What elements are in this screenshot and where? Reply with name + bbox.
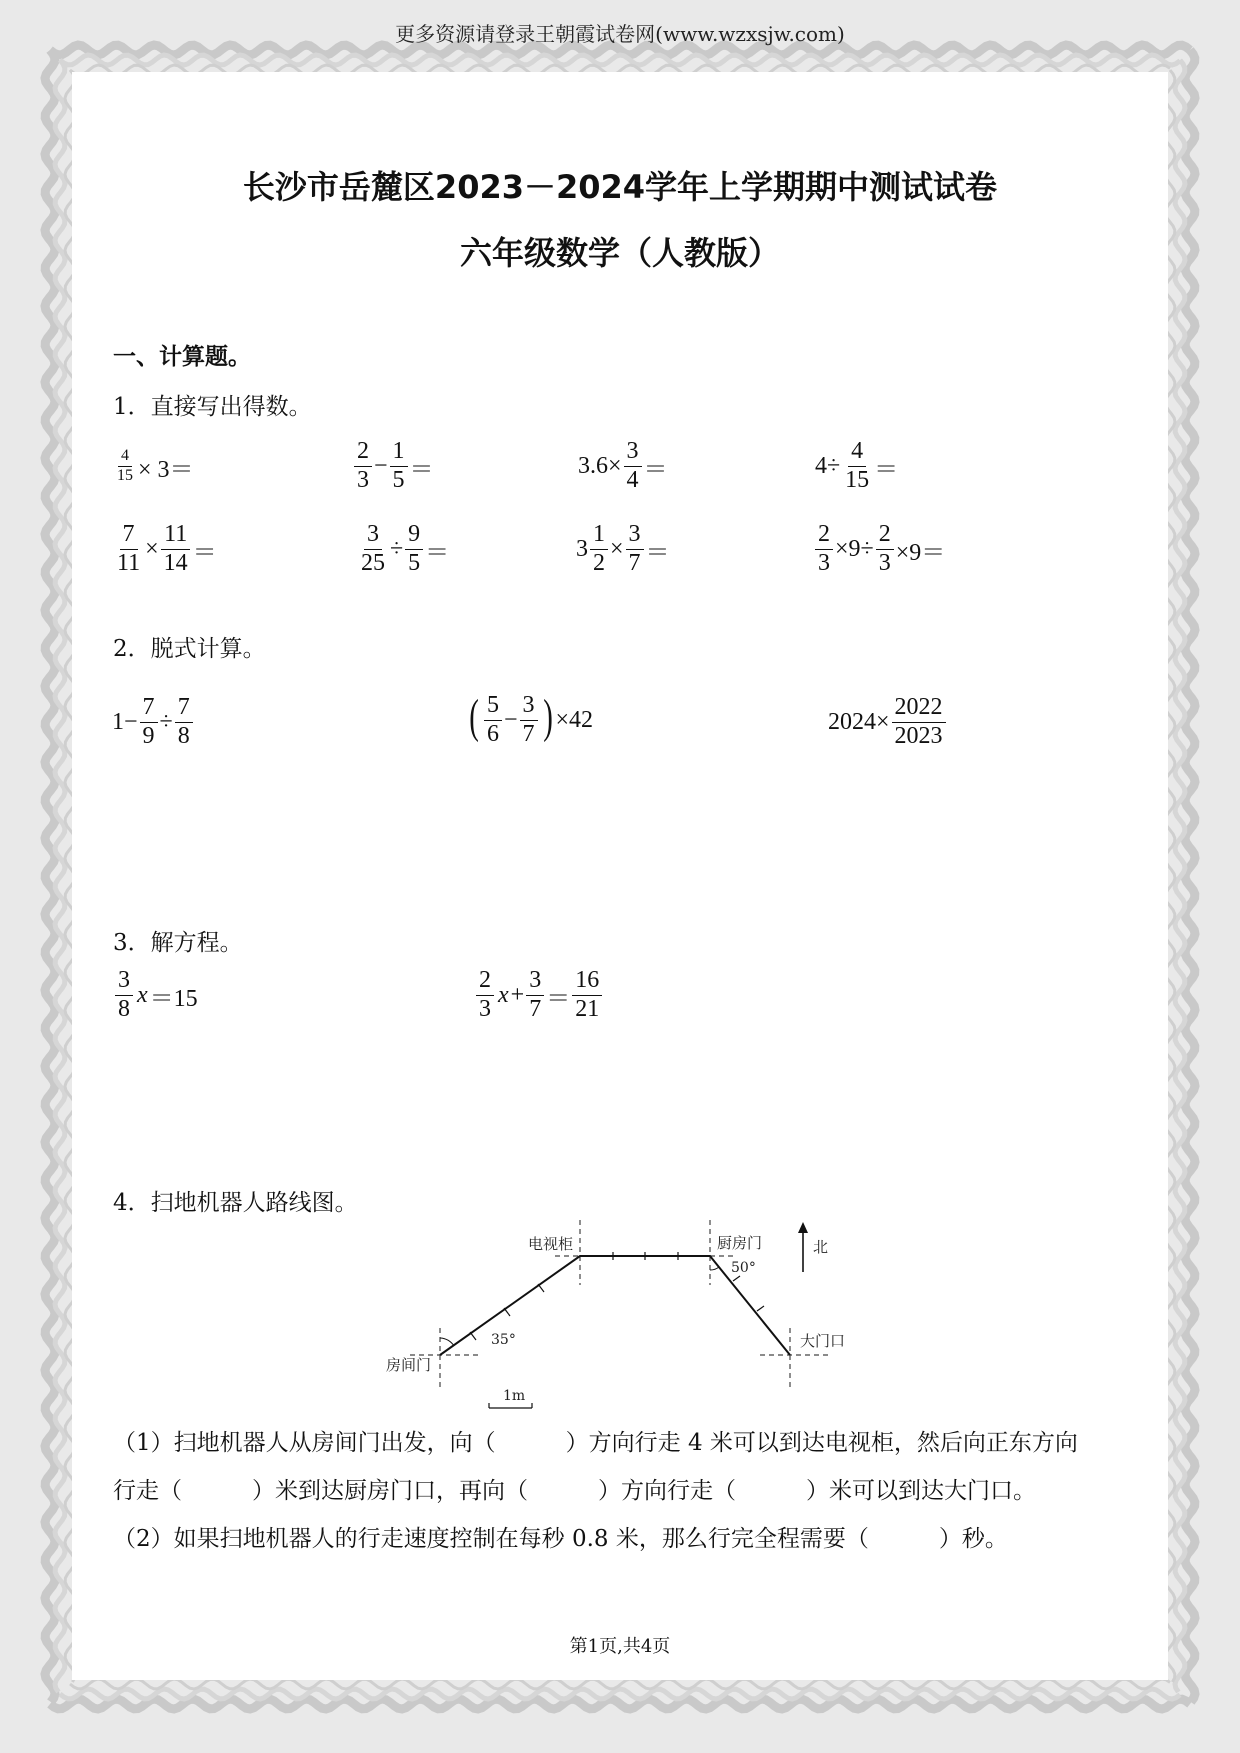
exam-title: 长沙市岳麓区2023－2024学年上学期期中测试试卷: [242, 168, 998, 206]
fraction: $\frac{2}{3}$: [876, 522, 894, 575]
question-4-title: 4．扫地机器人路线图。: [113, 1190, 358, 1216]
label-angle-35: 35°: [491, 1332, 516, 1348]
fraction: $\frac{16}{21}$: [572, 968, 602, 1021]
fraction: $\frac{1}{5}$: [390, 439, 408, 492]
tick-mark: [470, 1332, 476, 1340]
tick-mark: [538, 1284, 544, 1292]
tick-mark: [733, 1276, 740, 1281]
q1-item-6: $\frac{3}{25}$ ÷ $\frac{9}{5}$ ＝: [356, 519, 449, 579]
exam-subtitle: 六年级数学（人教版）: [459, 234, 780, 272]
q1-item-5: $\frac{7}{11}$ × $\frac{11}{14}$ ＝: [112, 519, 217, 579]
label-scale: 1m: [503, 1388, 526, 1404]
fraction: $\frac{3}{25}$: [361, 521, 385, 576]
q1-item-8: $\frac{2}{3}$ ×9÷ $\frac{2}{3}$ ×9＝: [813, 519, 945, 579]
fraction: $\frac{4}{15}$: [117, 446, 133, 484]
question-2-title: 2．脱式计算。: [113, 636, 266, 662]
angle-arc: [710, 1267, 719, 1270]
q4-part2: （2）如果扫地机器人的行走速度控制在每秒 0.8 米，那么行完全程需要（ ）秒。: [113, 1526, 1008, 1552]
fraction: $\frac{3}{7}$: [626, 522, 644, 575]
section-heading: 一、计算题。: [113, 344, 251, 370]
fraction: $\frac{1}{2}$: [590, 522, 608, 575]
question-1-title: 1．直接写出得数。: [113, 394, 312, 420]
page-footer: 第1页,共4页: [569, 1636, 671, 1657]
label-kitchen-door: 厨房门: [717, 1234, 763, 1252]
q4-part1-line1: （1）扫地机器人从房间门出发，向（ ）方向行走 4 米可以到达电视柜，然后向正东方向: [113, 1430, 1078, 1456]
fraction: $\frac{2}{3}$: [476, 968, 494, 1021]
label-main-door: 大门口: [800, 1332, 846, 1350]
tick-mark: [504, 1308, 510, 1316]
fraction: $\frac{7}{11}$: [117, 521, 141, 576]
fraction: $\frac{7}{8}$: [175, 695, 193, 748]
wavy-border-line: [60, 1689, 1180, 1699]
header-banner: 更多资源请登录王朝霞试卷网(www.wzxsjw.com): [395, 22, 845, 46]
q2-expression-2: ( $\frac{5}{6}$ − $\frac{3}{7}$ ) ×42: [469, 690, 594, 747]
angle-arc: [440, 1338, 454, 1346]
label-angle-50: 50°: [731, 1260, 756, 1276]
fraction: $\frac{11}{14}$: [161, 522, 191, 575]
fraction: $\frac{5}{6}$: [484, 693, 502, 746]
robot-route-diagram: [370, 1220, 880, 1420]
q3-equation-2: $\frac{2}{3}$ x + $\frac{3}{7}$ ＝ $\frac{16}{21}$: [474, 964, 604, 1026]
fraction: $\frac{3}{7}$: [526, 968, 544, 1021]
wavy-border-line: [55, 60, 65, 1692]
q1-item-4: 4÷ $\frac{4}{15}$ ＝: [815, 438, 899, 493]
fraction: $\frac{2}{3}$: [815, 522, 833, 575]
q2-expression-1: 1− $\frac{7}{9}$ ÷ $\frac{7}{8}$: [112, 692, 195, 752]
fraction: $\frac{3}{7}$: [520, 693, 538, 746]
fraction: $\frac{2022}{2023}$: [892, 695, 946, 748]
label-tv-cabinet: 电视柜: [528, 1235, 574, 1253]
fraction: $\frac{3}{8}$: [115, 968, 133, 1021]
fraction: $\frac{4}{15}$: [845, 438, 870, 493]
q3-equation-1: $\frac{3}{8}$ x ＝15: [113, 964, 198, 1026]
tick-mark: [757, 1306, 764, 1311]
question-3-title: 3．解方程。: [113, 930, 243, 956]
fraction: $\frac{7}{9}$: [140, 695, 158, 748]
q1-item-3: 3.6× $\frac{3}{4}$ ＝: [578, 438, 668, 493]
q1-item-1: $\frac{4}{15}$ × 3＝: [112, 436, 194, 496]
north-arrow-icon: [798, 1222, 808, 1233]
fraction: $\frac{2}{3}$: [354, 439, 372, 492]
q2-expression-3: 2024× $\frac{2022}{2023}$: [828, 692, 948, 752]
fraction: $\frac{9}{5}$: [405, 522, 423, 575]
q4-part1-line2: 行走（ ）米到达厨房门口，再向（ ）方向行走（ ）米可以到达大门口。: [113, 1478, 1036, 1504]
label-room-door: 房间门: [386, 1356, 432, 1374]
label-north: 北: [813, 1238, 829, 1256]
fraction: $\frac{3}{4}$: [624, 439, 642, 492]
q1-item-2: $\frac{2}{3}$ − $\frac{1}{5}$ ＝: [352, 436, 434, 496]
q1-item-7: 3 $\frac{1}{2}$ × $\frac{3}{7}$ ＝: [576, 521, 670, 576]
